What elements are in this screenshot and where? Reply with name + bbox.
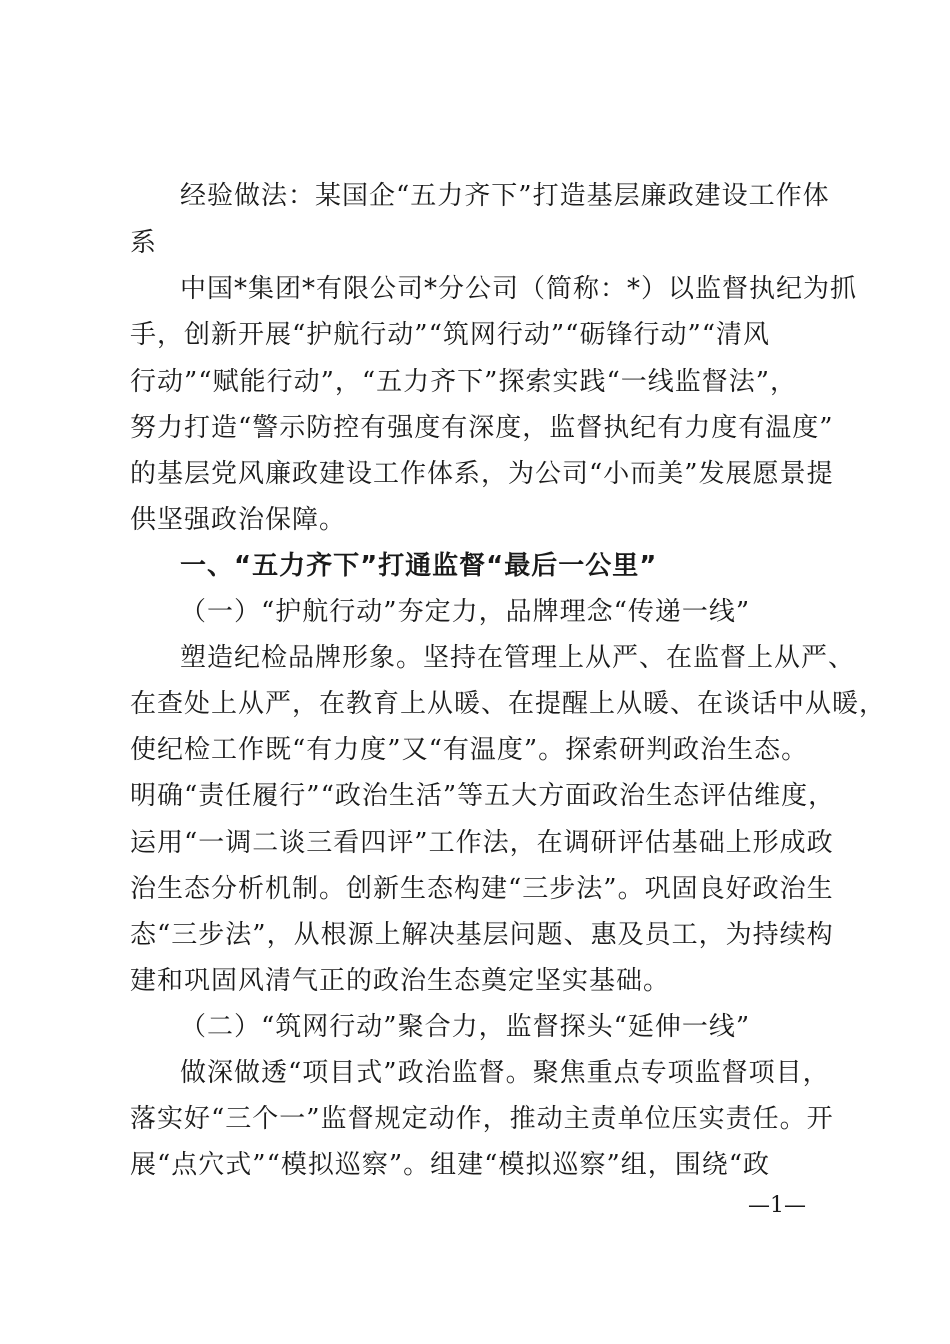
sub1-line-3: 使纪检工作既“有力度”又“有温度”。探索研判政治生态。 [130, 735, 809, 765]
section-1-heading: 一、“五力齐下”打通监督“最后一公里” [180, 551, 658, 581]
sub1-line-7: 态“三步法”，从根源上解决基层问题、惠及员工，为持续构 [130, 920, 834, 950]
sub1-line-8: 建和巩固风清气正的政治生态奠定坚实基础。 [130, 966, 671, 996]
subsection-1-heading: （一）“护航行动”夯定力，品牌理念“传递一线” [180, 597, 751, 627]
intro-line-4: 努力打造“警示防控有强度有深度，监督执纪有力度有温度” [130, 413, 834, 443]
sub1-line-4: 明确“责任履行”“政治生活”等五大方面政治生态评估维度， [130, 781, 836, 811]
sub2-line-2: 落实好“三个一”监督规定动作，推动主责单位压实责任。开 [130, 1104, 834, 1134]
document-title-line-1: 经验做法：某国企“五力齐下”打造基层廉政建设工作体 [180, 181, 830, 211]
subsection-2-heading: （二）“筑网行动”聚合力，监督探头“延伸一线” [180, 1012, 751, 1042]
intro-line-2: 手，创新开展“护航行动”“筑网行动”“砺锋行动”“清风 [130, 320, 771, 350]
intro-line-3: 行动”“赋能行动”，“五力齐下”探索实践“一线监督法”， [130, 367, 798, 397]
sub2-line-3: 展“点穴式”“模拟巡察”。组建“模拟巡察”组，围绕“政 [130, 1150, 771, 1180]
sub1-line-6: 治生态分析机制。创新生态构建“三步法”。巩固良好政治生 [130, 874, 834, 904]
sub1-line-5: 运用“一调二谈三看四评”工作法，在调研评估基础上形成政 [130, 828, 834, 858]
page-number: —1— [748, 1193, 806, 1218]
intro-line-6: 供坚强政治保障。 [130, 505, 347, 535]
intro-line-1: 中国*集团*有限公司*分公司（简称：*）以监督执纪为抓 [180, 274, 858, 304]
sub2-line-1: 做深做透“项目式”政治监督。聚焦重点专项监督项目， [180, 1058, 830, 1088]
intro-line-5: 的基层党风廉政建设工作体系，为公司“小而美”发展愿景提 [130, 459, 834, 489]
document-title-line-2: 系 [130, 228, 158, 258]
sub1-line-1: 塑造纪检品牌形象。坚持在管理上从严、在监督上从严、 [180, 643, 856, 673]
sub1-line-2: 在查处上从严，在教育上从暖、在提醒上从暖、在谈话中从暖， [130, 689, 887, 719]
